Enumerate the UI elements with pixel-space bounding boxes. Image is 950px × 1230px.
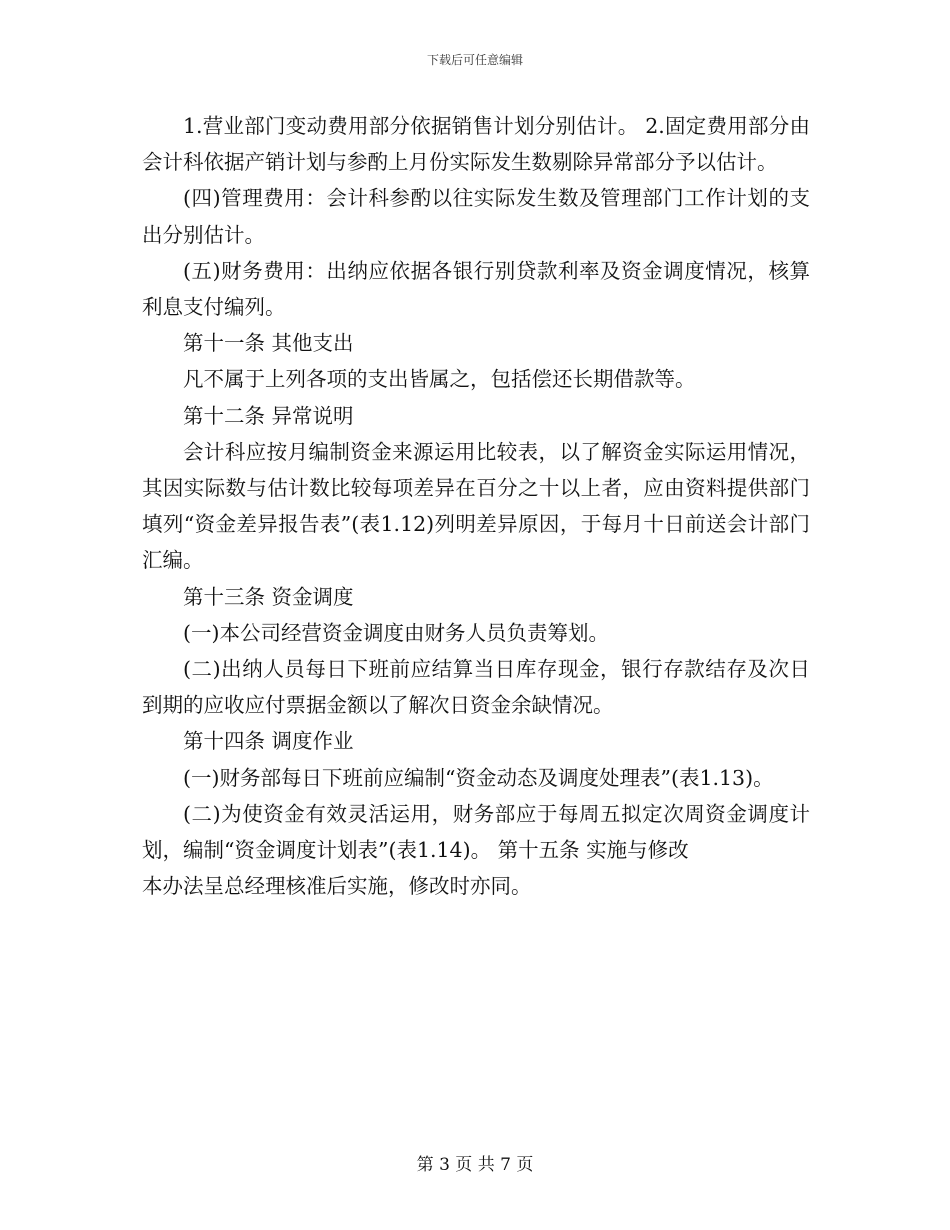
paragraph-implementation: 本办法呈总经理核准后实施，修改时亦同。 (142, 874, 532, 899)
paragraph-financial-expenses: (五)财务费用：出纳应依据各银行别贷款利率及资金调度情况，核算利息支付编列。 (142, 258, 810, 320)
article-11-heading: 第十一条 其他支出 (183, 331, 354, 356)
paragraph-anomaly-explanation: 会计科应按月编制资金来源运用比较表，以了解资金实际运用情况，其因实际数与估计数比较每项差异在百分之十以上者，应由资料提供部门填列“资金差异报告表”(表1.12)列明差异原因，于每月十日前送会计部门汇编。 (142, 439, 810, 573)
article-13-heading: 第十三条 资金调度 (183, 584, 354, 609)
page-number-footer: 第 3 页 共 7 页 (416, 1155, 534, 1175)
paragraph-cashier-settlement: (二)出纳人员每日下班前应结算当日库存现金，银行存款结存及次日到期的应收应付票据金额以了解次日资金余缺情况。 (142, 657, 810, 718)
document-body (142, 108, 810, 904)
paragraph-management-expenses: (四)管理费用：会计科参酌以往实际发生数及管理部门工作计划的支出分别估计。 (142, 186, 810, 247)
paragraph-other-expenditures: 凡不属于上列各项的支出皆属之，包括偿还长期借款等。 (183, 367, 696, 392)
paragraph-fund-planning: (一)本公司经营资金调度由财务人员负责筹划。 (183, 620, 609, 645)
paragraph-weekly-plan: (二)为使资金有效灵活运用，财务部应于每周五拟定次周资金调度计划，编制“资金调度计划表”(表1.14)。 第十五条 实施与修改 (142, 801, 810, 863)
article-14-heading: 第十四条 调度作业 (183, 729, 354, 754)
article-12-heading: 第十二条 异常说明 (183, 403, 354, 428)
paragraph-daily-report: (一)财务部每日下班前应编制“资金动态及调度处理表”(表1.13)。 (183, 765, 774, 790)
page-header: 下载后可任意编辑 (426, 53, 523, 67)
paragraph-variable-fixed-costs: 1.营业部门变动费用部分依据销售计划分别估计。 2.固定费用部分由会计科依据产销计划与参酌上月份实际发生数剔除异常部分予以估计。 (142, 114, 810, 175)
